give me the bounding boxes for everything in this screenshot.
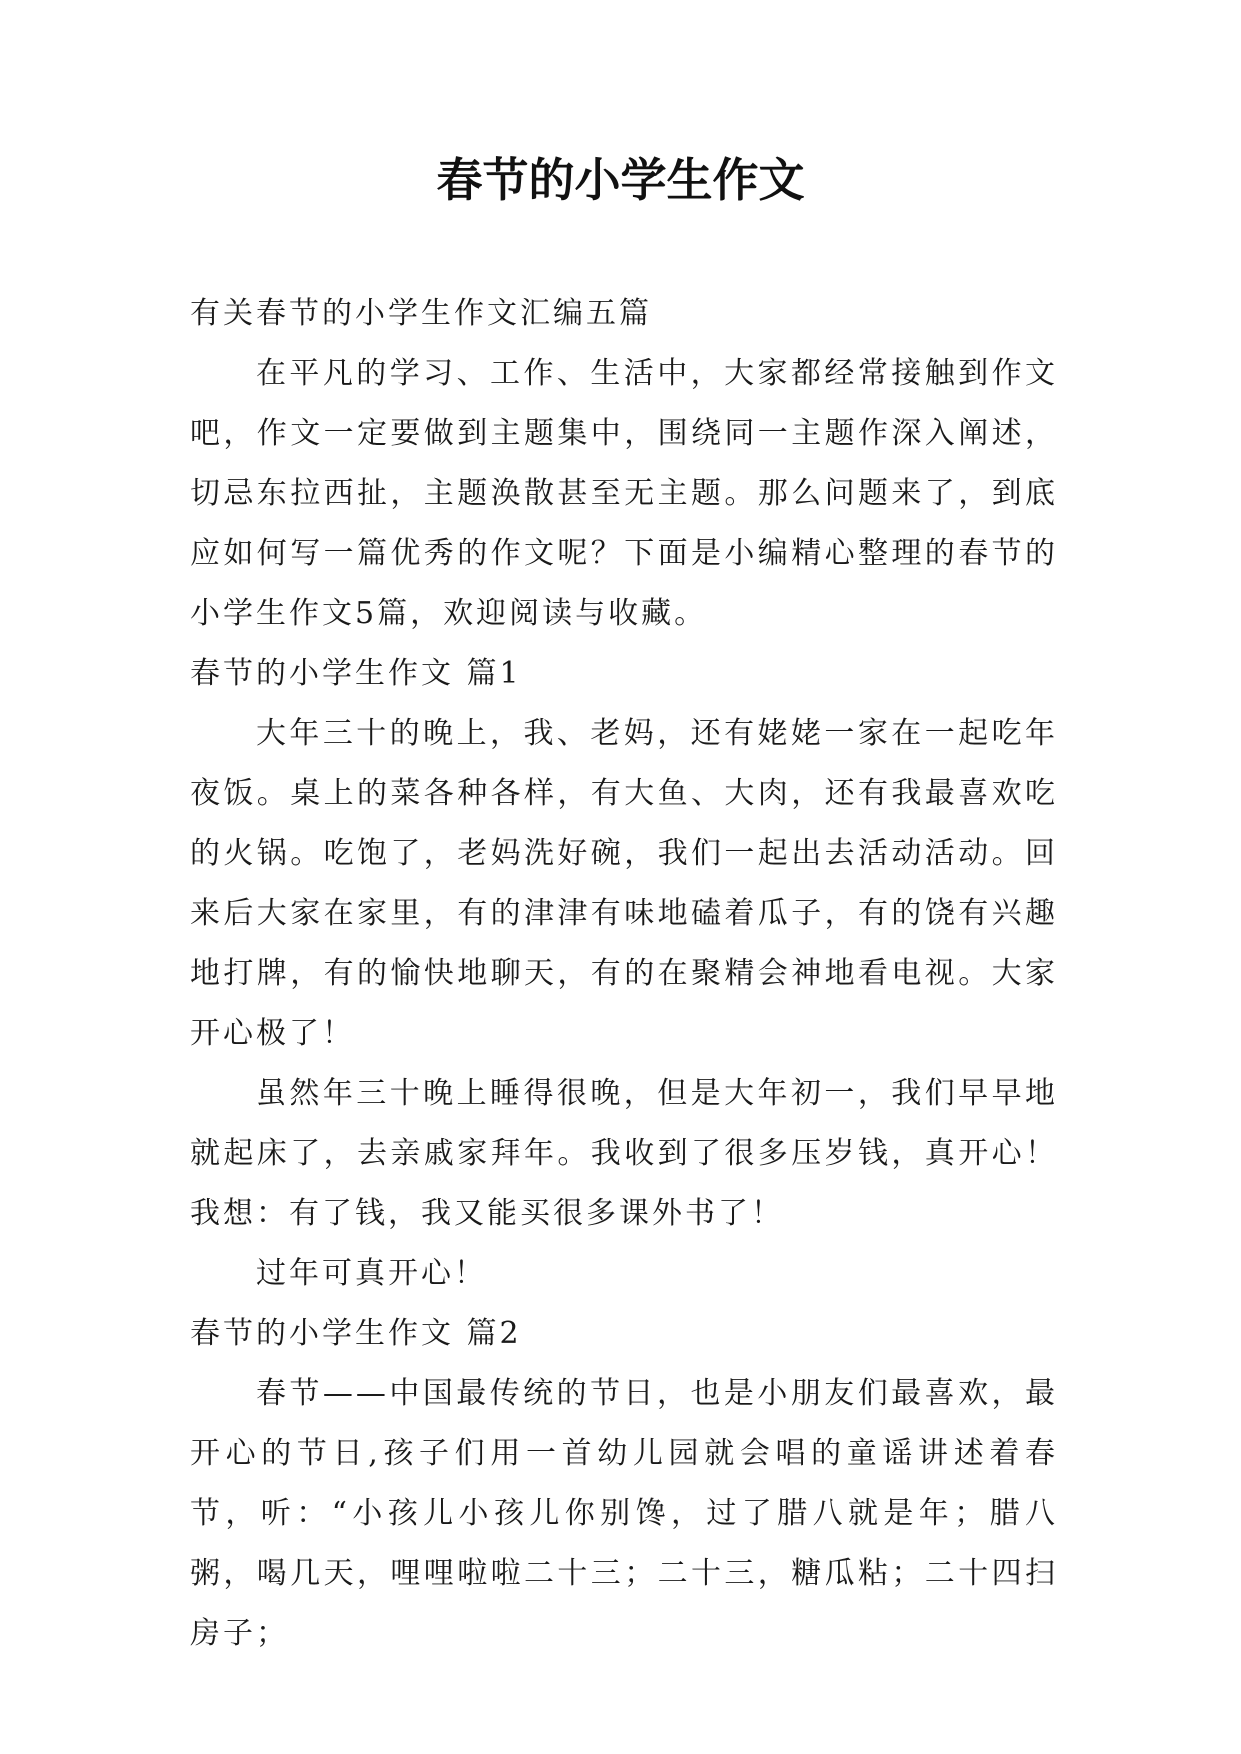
document-title: 春节的小学生作文 <box>436 153 805 207</box>
essay-1-paragraph-3: 过年可真开心！ <box>256 1256 487 1291</box>
essay-1-paragraph-2: 虽然年三十晚上睡得很晚，但是大年初一，我们早早地就起床了，去亲戚家拜年。我收到了很多压岁钱，真开心！我想：有了钱，我又能买很多课外书了！ <box>190 1076 1058 1231</box>
essay-2-paragraph-1: 春节——中国最传统的节日，也是小朋友们最喜欢，最开心的节日,孩子们用一首幼儿园就会唱的童谣讲述着春节，听：“小孩儿小孩儿你别馋，过了腊八就是年；腊八粥，喝几天，哩哩啦啦二十三；二十三，糖瓜粘；二十四扫房子； <box>190 1376 1058 1651</box>
intro-heading: 有关春节的小学生作文汇编五篇 <box>190 296 652 331</box>
essay-2-heading: 春节的小学生作文 篇2 <box>190 1316 522 1351</box>
document-body <box>190 284 1058 1664</box>
essay-1-heading: 春节的小学生作文 篇1 <box>190 656 522 691</box>
intro-paragraph: 在平凡的学习、工作、生活中，大家都经常接触到作文吧，作文一定要做到主题集中，围绕同一主题作深入阐述，切忌东拉西扯，主题涣散甚至无主题。那么问题来了，到底应如何写一篇优秀的作文呢？下面是小编精心整理的春节的小学生作文5篇，欢迎阅读与收藏。 <box>190 356 1058 631</box>
essay-1-paragraph-1: 大年三十的晚上，我、老妈，还有姥姥一家在一起吃年夜饭。桌上的菜各种各样，有大鱼、大肉，还有我最喜欢吃的火锅。吃饱了，老妈洗好碗，我们一起出去活动活动。回来后大家在家里，有的津津有味地磕着瓜子，有的饶有兴趣地打牌，有的愉快地聊天，有的在聚精会神地看电视。大家开心极了！ <box>190 716 1058 1051</box>
